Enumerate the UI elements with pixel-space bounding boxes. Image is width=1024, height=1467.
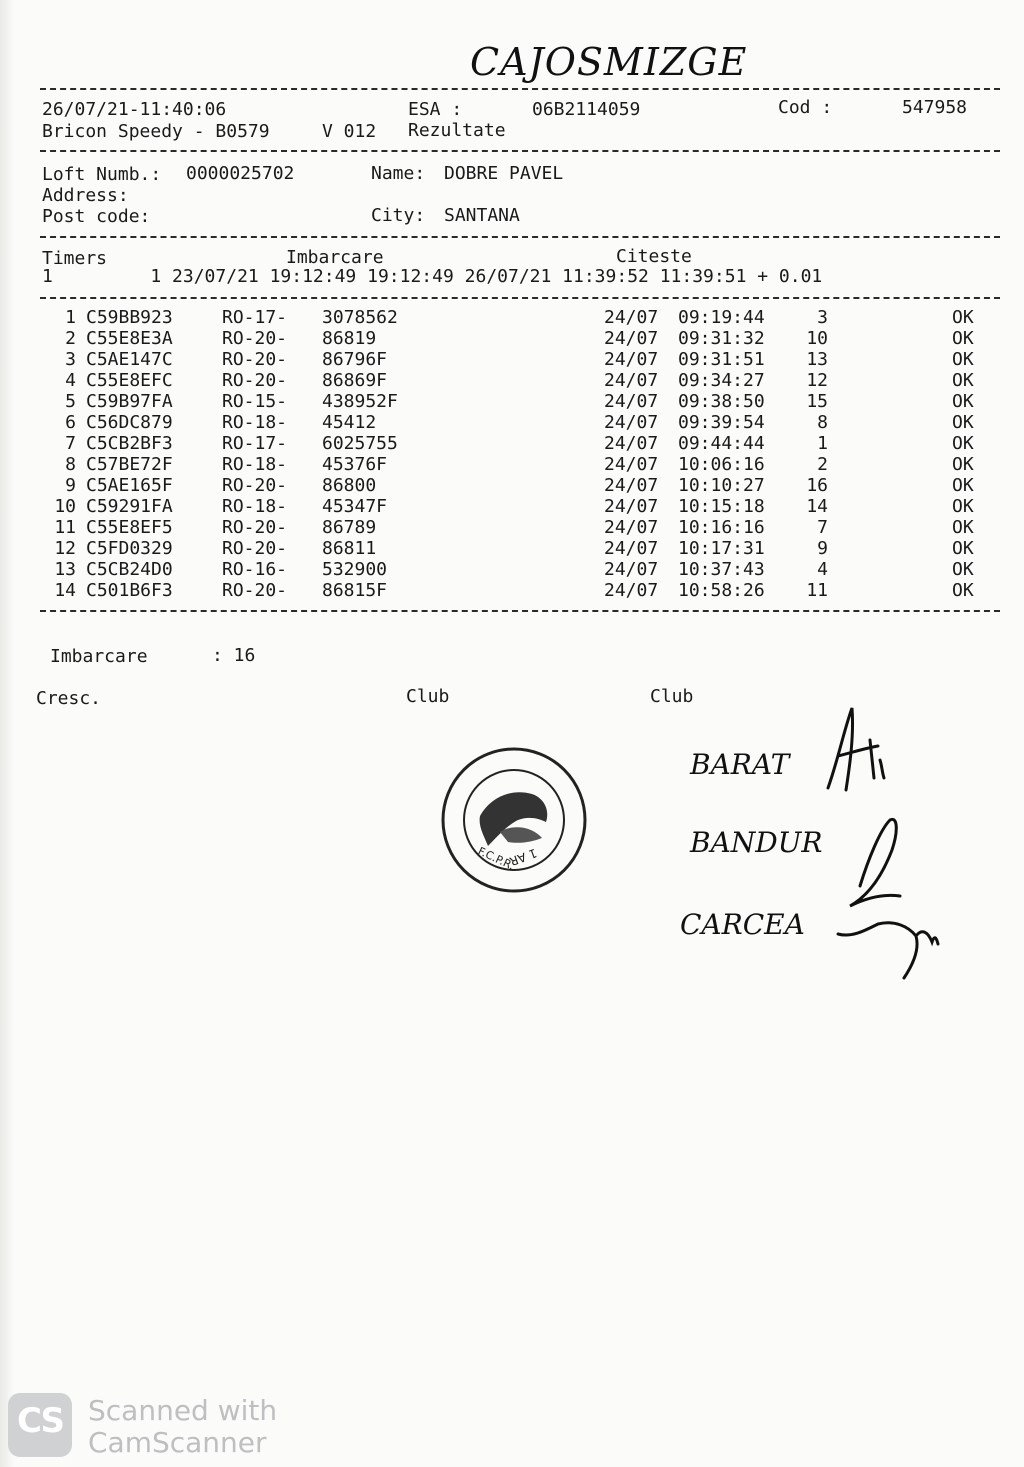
cod-value: 547958 [902, 97, 968, 118]
row-index: 13 [54, 559, 76, 580]
row-status: OK [952, 391, 974, 412]
table-row [0, 538, 1024, 559]
signature-scribbles [820, 700, 960, 990]
divider [40, 236, 1000, 238]
row-ring-prefix: RO-16- [222, 559, 288, 580]
row-date: 24/07 [604, 517, 659, 538]
svg-text:1 AR: 1 AR [507, 845, 539, 869]
esa-value: 06B2114059 [532, 99, 641, 120]
row-time: 10:17:31 [678, 538, 765, 559]
row-position: 15 [806, 391, 828, 412]
cod-label: Cod : [778, 97, 833, 118]
camscanner-logo [8, 1393, 72, 1457]
row-chip-id: C55E8EF5 [86, 517, 173, 538]
row-position: 8 [817, 412, 828, 433]
row-ring-number: 86789 [322, 517, 377, 538]
signature-name-3: CARCEA [680, 908, 805, 941]
loft-label: Loft Numb.: [42, 164, 162, 185]
row-time: 09:34:27 [678, 370, 765, 391]
row-time: 09:31:51 [678, 349, 765, 370]
row-index: 14 [54, 580, 76, 601]
row-time: 10:58:26 [678, 580, 765, 601]
club-label-1: Club [406, 686, 450, 707]
row-chip-id: C501B6F3 [86, 580, 173, 601]
row-status: OK [952, 517, 974, 538]
row-date: 24/07 [604, 496, 659, 517]
report-mode: Rezultate [408, 120, 506, 141]
row-status: OK [952, 349, 974, 370]
row-ring-prefix: RO-20- [222, 328, 288, 349]
row-ring-number: 86819 [322, 328, 377, 349]
row-status: OK [952, 412, 974, 433]
row-ring-prefix: RO-20- [222, 538, 288, 559]
row-position: 14 [806, 496, 828, 517]
row-time: 09:38:50 [678, 391, 765, 412]
row-ring-prefix: RO-20- [222, 475, 288, 496]
row-date: 24/07 [604, 412, 659, 433]
divider [40, 297, 1000, 299]
esa-label: ESA : [408, 99, 463, 120]
row-date: 24/07 [604, 370, 659, 391]
row-ring-number: 45376F [322, 454, 388, 475]
row-date: 24/07 [604, 454, 659, 475]
row-status: OK [952, 433, 974, 454]
row-position: 3 [817, 307, 828, 328]
address-label: Address: [42, 185, 129, 206]
row-ring-number: 6025755 [322, 433, 398, 454]
loft-number: 0000025702 [186, 163, 295, 184]
header-datetime: 26/07/21-11:40:06 [42, 99, 227, 120]
row-ring-prefix: RO-20- [222, 370, 288, 391]
row-status: OK [952, 496, 974, 517]
row-status: OK [952, 580, 974, 601]
row-time: 09:19:44 [678, 307, 765, 328]
table-row [0, 412, 1024, 433]
row-ring-prefix: RO-20- [222, 517, 288, 538]
row-index: 11 [54, 517, 76, 538]
table-row [0, 517, 1024, 538]
row-time: 10:16:16 [678, 517, 765, 538]
device-name: Bricon Speedy - B0579 [42, 121, 270, 142]
row-position: 2 [817, 454, 828, 475]
row-index: 2 [65, 328, 76, 349]
table-row [0, 349, 1024, 370]
row-position: 16 [806, 475, 828, 496]
row-position: 4 [817, 559, 828, 580]
row-date: 24/07 [604, 538, 659, 559]
table-row [0, 433, 1024, 454]
row-position: 1 [817, 433, 828, 454]
row-status: OK [952, 307, 974, 328]
row-index: 9 [65, 475, 76, 496]
imbarcare-total-label: Imbarcare [50, 646, 148, 667]
table-row [0, 496, 1024, 517]
row-index: 5 [65, 391, 76, 412]
row-ring-number: 532900 [322, 559, 388, 580]
row-ring-number: 86869F [322, 370, 388, 391]
divider [40, 150, 1000, 152]
imbarcare-column-label: Imbarcare [286, 247, 384, 268]
row-index: 3 [65, 349, 76, 370]
watermark-line-1: Scanned with [88, 1394, 278, 1427]
row-chip-id: C5CB2BF3 [86, 433, 173, 454]
row-date: 24/07 [604, 391, 659, 412]
row-ring-number: 86800 [322, 475, 377, 496]
camscanner-logo-text: CS [16, 1401, 64, 1441]
table-row [0, 328, 1024, 349]
row-position: 12 [806, 370, 828, 391]
row-date: 24/07 [604, 349, 659, 370]
owner-name: DOBRE PAVEL [444, 163, 564, 184]
row-ring-number: 86796F [322, 349, 388, 370]
row-chip-id: C57BE72F [86, 454, 173, 475]
row-status: OK [952, 538, 974, 559]
citeste-column-label: Citeste [616, 246, 692, 267]
row-position: 11 [806, 580, 828, 601]
signature-name-2: BANDUR [690, 826, 823, 859]
signature-name-1: BARAT [690, 748, 790, 781]
row-time: 10:15:18 [678, 496, 765, 517]
row-ring-number: 438952F [322, 391, 398, 412]
row-chip-id: C59B97FA [86, 391, 173, 412]
row-time: 09:39:54 [678, 412, 765, 433]
row-chip-id: C5AE147C [86, 349, 173, 370]
row-position: 10 [806, 328, 828, 349]
handwritten-title: CAJOSMIZGE [470, 40, 748, 84]
row-index: 8 [65, 454, 76, 475]
row-date: 24/07 [604, 580, 659, 601]
row-time: 10:06:16 [678, 454, 765, 475]
row-ring-prefix: RO-15- [222, 391, 288, 412]
city-label: City: [371, 205, 426, 226]
row-date: 24/07 [604, 559, 659, 580]
row-time: 10:10:27 [678, 475, 765, 496]
row-chip-id: C5AE165F [86, 475, 173, 496]
svg-text:F.C.P.R.: F.C.P.R. [475, 844, 517, 873]
row-ring-number: 86811 [322, 538, 377, 559]
row-chip-id: C59291FA [86, 496, 173, 517]
club-label-2: Club [650, 686, 694, 707]
row-position: 9 [817, 538, 828, 559]
row-index: 1 [65, 307, 76, 328]
scan-edge-shadow [0, 0, 14, 1467]
row-status: OK [952, 370, 974, 391]
row-ring-number: 45412 [322, 412, 377, 433]
postcode-label: Post code: [42, 206, 151, 227]
row-index: 12 [54, 538, 76, 559]
row-status: OK [952, 559, 974, 580]
row-time: 10:37:43 [678, 559, 765, 580]
city-value: SANTANA [444, 205, 520, 226]
divider [40, 610, 1000, 612]
row-chip-id: C55E8EFC [86, 370, 173, 391]
row-time: 09:44:44 [678, 433, 765, 454]
row-index: 10 [54, 496, 76, 517]
club-stamp [440, 746, 588, 894]
row-chip-id: C5FD0329 [86, 538, 173, 559]
table-row [0, 454, 1024, 475]
row-date: 24/07 [604, 433, 659, 454]
device-version: V 012 [322, 121, 377, 142]
table-row [0, 391, 1024, 412]
row-index: 6 [65, 412, 76, 433]
row-ring-prefix: RO-20- [222, 580, 288, 601]
row-position: 7 [817, 517, 828, 538]
row-chip-id: C55E8E3A [86, 328, 173, 349]
row-ring-number: 45347F [322, 496, 388, 517]
table-row [0, 307, 1024, 328]
table-row [0, 370, 1024, 391]
row-ring-prefix: RO-20- [222, 349, 288, 370]
row-ring-number: 3078562 [322, 307, 398, 328]
row-ring-prefix: RO-18- [222, 412, 288, 433]
row-chip-id: C56DC879 [86, 412, 173, 433]
row-ring-number: 86815F [322, 580, 388, 601]
row-status: OK [952, 328, 974, 349]
timers-label: Timers [42, 248, 108, 269]
name-label: Name: [371, 163, 426, 184]
row-date: 24/07 [604, 328, 659, 349]
timer-line: 1 1 23/07/21 19:12:49 19:12:49 26/07/21 11:39:52 11:39:51 + 0.01 [42, 266, 823, 287]
row-date: 24/07 [604, 475, 659, 496]
row-position: 13 [806, 349, 828, 370]
watermark-line-2: CamScanner [88, 1426, 267, 1459]
table-row [0, 475, 1024, 496]
row-chip-id: C59BB923 [86, 307, 173, 328]
row-chip-id: C5CB24D0 [86, 559, 173, 580]
row-index: 4 [65, 370, 76, 391]
row-date: 24/07 [604, 307, 659, 328]
row-ring-prefix: RO-17- [222, 433, 288, 454]
table-row [0, 580, 1024, 601]
table-row [0, 559, 1024, 580]
row-status: OK [952, 454, 974, 475]
row-ring-prefix: RO-17- [222, 307, 288, 328]
imbarcare-total-value: : 16 [212, 645, 256, 666]
row-index: 7 [65, 433, 76, 454]
cresc-label: Cresc. [36, 688, 102, 709]
divider [40, 88, 1000, 90]
row-time: 09:31:32 [678, 328, 765, 349]
row-ring-prefix: RO-18- [222, 496, 288, 517]
row-ring-prefix: RO-18- [222, 454, 288, 475]
row-status: OK [952, 475, 974, 496]
